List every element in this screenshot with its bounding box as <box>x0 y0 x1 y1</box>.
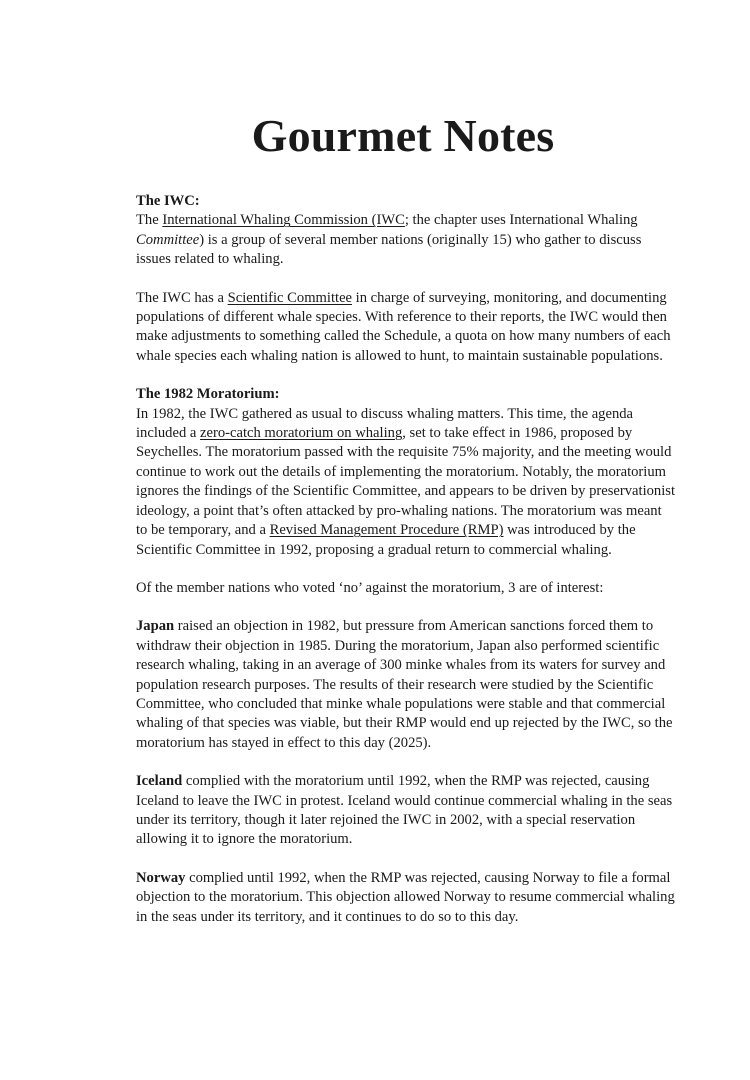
link-revised-management-procedure[interactable]: Revised Management Procedure (RMP) <box>269 522 504 539</box>
paragraph-scientific-committee <box>136 289 676 367</box>
text-run: The IWC has a <box>136 289 228 306</box>
section-heading-iwc: The IWC: <box>136 193 200 209</box>
paragraph-moratorium-intro <box>136 405 676 560</box>
text-run: in charge of surveying, monitoring, and documenting populations of different whale species. With reference to their reports, the IWC would then make adjustments to something called the Schedule, a quota on how many numbers of each whale species each whaling nation is allowed to hunt, to maintain sustainable populations. <box>136 289 671 364</box>
text-run: , set to take effect in 1986, proposed by Seychelles. The moratorium passed with the requisite 75% majority, and the meeting would continue to work out the details of implementing the moratorium. Notably, the moratorium ignores the findings of the Scientific Committee, and appears to be driven by preservationist ideology, a point that’s often attacked by pro-whaling nations. The moratorium was meant to be temporary, and a <box>136 425 676 539</box>
link-zero-catch-moratorium[interactable]: zero-catch moratorium on whaling <box>200 425 403 442</box>
link-international-whaling-commission[interactable]: International Whaling Commission (IWC <box>162 212 405 229</box>
link-scientific-committee[interactable]: Scientific Committee <box>227 289 353 306</box>
nation-name-norway: Norway <box>136 869 186 886</box>
nation-name-japan: Japan <box>136 618 175 635</box>
text-run: complied with the moratorium until 1992, when the RMP was rejected, causing Iceland to leave the IWC in protest. Iceland would continue commercial whaling in the seas under its territory, though it later rejoined the IWC in 2002, with a special reservation allowing it to ignore the moratorium. <box>136 773 673 848</box>
text-run: was introduced by the Scientific Committee in 1992, proposing a gradual return to commercial whaling. <box>136 522 636 558</box>
document-page <box>136 106 676 927</box>
document-body <box>136 192 676 927</box>
text-run: complied until 1992, when the RMP was rejected, causing Norway to file a formal objection to the moratorium. This objection allowed Norway to resume commercial whaling in the seas under its territory, and it continues to do so to this day. <box>136 869 675 925</box>
paragraph-member-nations: Of the member nations who voted ‘no’ against the moratorium, 3 are of interest: <box>136 579 604 596</box>
italic-committee: Committee <box>136 231 200 248</box>
text-run: ) is a group of several member nations (originally 15) who gather to discuss issues related to whaling. <box>136 231 642 268</box>
paragraph-iwc-intro <box>136 211 676 269</box>
section-iwc <box>136 192 676 366</box>
page-title: Gourmet Notes <box>251 110 555 161</box>
text-run: raised an objection in 1982, but pressure from American sanctions forced them to withdraw their objection in 1985. During the moratorium, Japan also performed scientific research whaling, taking in an average of 300 minke whales from its waters for survey and population research purposes. The results of their research were studied by the Scientific Committee, who concluded that minke whale populations were stable and that commercial whaling of that species was viable, but their RMP would end up rejected by the IWC, so the moratorium has stayed in effect to this day (2025). <box>136 618 673 751</box>
section-heading-moratorium: The 1982 Moratorium: <box>136 386 280 403</box>
text-run: ; the chapter uses International Whaling <box>404 212 638 229</box>
text-run: The <box>136 212 163 229</box>
paragraph-japan <box>136 617 676 753</box>
nation-name-iceland: Iceland <box>136 773 183 790</box>
section-moratorium <box>136 385 676 598</box>
section-nations <box>136 617 676 927</box>
paragraph-norway <box>136 869 676 927</box>
paragraph-iceland <box>136 772 676 850</box>
text-run: In 1982, the IWC gathered as usual to discuss whaling matters. This time, the agenda included a <box>136 405 634 442</box>
